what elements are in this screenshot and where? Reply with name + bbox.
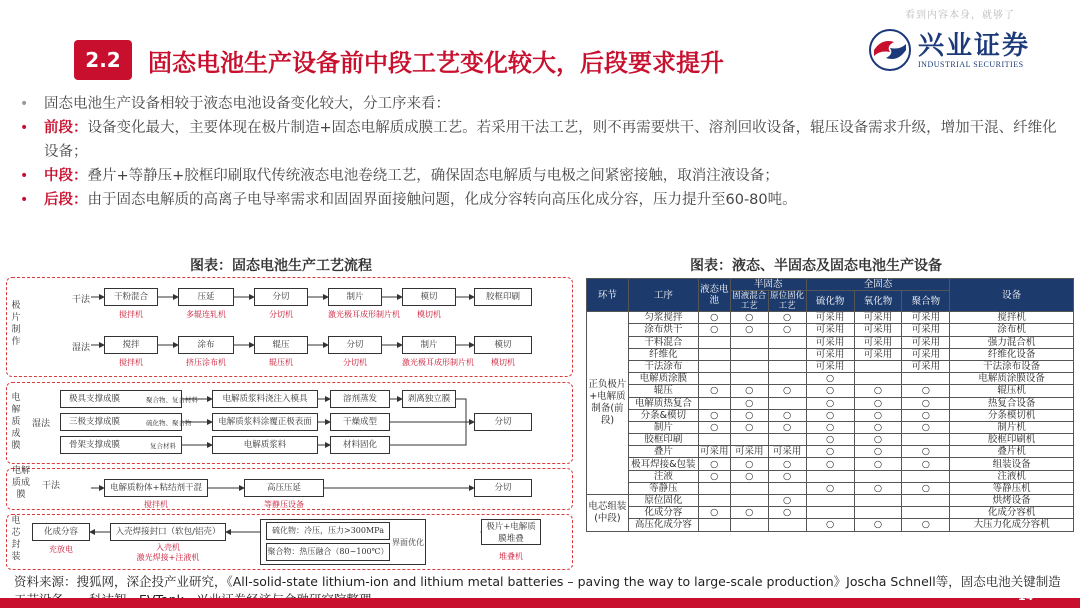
value-cell: ○ [902,385,950,397]
value-cell [854,495,902,507]
value-cell: ○ [730,312,768,324]
value-cell: ○ [854,397,902,409]
equipment-cell: 电解质涂膜设备 [950,373,1074,385]
equipment-label: 搅拌机 [119,310,143,319]
equipment-cell: 搅拌机 [950,312,1074,324]
flow-step: 电解质浆料 [212,436,318,454]
value-cell: ○ [768,470,806,482]
process-cell: 高压化成分容 [628,519,698,531]
watermark: 看到内容本身，就够了 [905,10,1015,21]
th-semi-solid: 半固态 [730,279,806,291]
flow-step: 极具支撑成膜 [60,390,182,408]
flow-step: 电解质浆料浇注入模具 [212,390,318,408]
flow-step: 材料固化 [330,436,390,454]
th-sub: 固液混合工艺 [732,291,767,312]
value-cell: 可采用 [806,348,854,360]
bullet-item: • 固态电池生产设备相较于液态电池设备变化较大，分工序来看： [16,92,1066,116]
flow-step: 搅拌 [104,336,158,354]
value-cell [698,482,730,494]
value-cell: ○ [768,507,806,519]
table-row [587,434,1074,446]
flow-step: 制片 [328,288,382,306]
value-cell: 可采用 [806,312,854,324]
flow-step: 极片+电解质膜堆叠 [481,519,541,545]
process-cell: 干料混合 [628,336,698,348]
equipment-label: 入壳机 激光焊接+注液机 [136,543,200,562]
flow-step: 干粉混合 [104,288,158,306]
equipment-label: 激光极耳成形制片机 [402,358,474,367]
value-cell: 可采用 [854,324,902,336]
flow-step: 辊压 [254,336,308,354]
s2-side-label: 电解质成膜 [11,393,21,451]
value-cell: ○ [698,312,730,324]
value-cell: ○ [902,482,950,494]
process-cell: 原位固化 [628,495,698,507]
value-cell: 可采用 [700,446,729,458]
process-cell: 化成分容 [628,507,698,519]
process-flow-diagram [6,275,573,572]
equipment-label: 激光极耳成形制片机 [328,310,400,319]
value-cell: ○ [730,324,768,336]
value-cell [902,507,950,519]
right-caption: 图表：液态、半固态及固态电池生产设备 [690,258,942,274]
company-logo [868,28,1030,72]
bullet-item: • 后段：由于固态电解质的高离子电导率需求和固固界面接触问题，化成分容转向高压化成分容，压力提升至60-80吨。 [16,188,1066,212]
material-note: 聚合物、复合材料 [146,396,198,404]
s1-wet-label: 湿法 [72,343,91,353]
flow-step: 化成分容 [32,523,90,541]
value-cell: ○ [854,482,902,494]
value-cell [854,507,902,519]
page-number: 14 [1018,590,1034,603]
table-row [587,507,1074,519]
equipment-cell: 制片机 [950,421,1074,433]
value-cell: ○ [854,434,902,446]
th-stage: 环节 [587,279,629,312]
equipment-label: 分切机 [269,310,293,319]
value-cell: ○ [730,385,768,397]
value-cell [768,482,806,494]
value-cell: 可采用 [854,312,902,324]
flow-step: 分切 [474,413,532,431]
value-cell: ○ [806,434,854,446]
flow-step: 干燥成型 [330,413,390,431]
s3-dry-label: 干法 [42,481,61,491]
table-row [587,421,1074,433]
value-cell: 可采用 [806,360,854,372]
value-cell: ○ [902,397,950,409]
value-cell: ○ [854,385,902,397]
value-cell: ○ [730,458,768,470]
value-cell: ○ [854,446,902,458]
value-cell [854,470,902,482]
value-cell [698,519,730,531]
material-note: 复合材料 [150,442,176,450]
value-cell: ○ [698,409,730,421]
equipment-label: 辊压机 [269,358,293,367]
value-cell: 可采用 [854,336,902,348]
equipment-cell: 胶框印刷机 [950,434,1074,446]
th-sub: 氧化物 [854,291,902,312]
process-cell: 匀浆搅拌 [628,312,698,324]
flow-step: 电解质粉体+粘结剂干混 [104,479,208,497]
equipment-cell: 辊压机 [950,385,1074,397]
s1-side-label: 极片制作 [11,301,21,347]
flow-step: 入壳焊接封口（软包/铝壳） [110,523,226,541]
equipment-label: 多辊连轧机 [186,310,226,319]
table-row [587,336,1074,348]
logo-mark-icon [868,28,912,72]
s1-dry-label: 干法 [72,295,91,305]
value-cell [698,360,730,372]
value-cell [698,336,730,348]
value-cell: ○ [806,385,854,397]
value-cell [730,348,768,360]
bullet-item: • 前段：设备变化最大，主要体现在极片制造+固态电解质成膜工艺。若采用干法工艺，则不再需要烘干、溶剂回收设备，辊压设备需求升级，增加干混、纤维化设备； [16,116,1066,164]
equipment-cell: 注液机 [950,470,1074,482]
flow-step: 制片 [402,336,456,354]
th-sub: 聚合物 [902,291,950,312]
equipment-cell: 干法涂布设备 [950,360,1074,372]
equipment-label: 搅拌机 [144,500,168,509]
value-cell [768,373,806,385]
value-cell: 可采用 [768,446,806,458]
table-row [587,470,1074,482]
table-row [587,348,1074,360]
bullet-item: • 中段：叠片+等静压+胶框印刷取代传统液态电池卷绕工艺，确保固态电解质与电极之间紧密接触，取消注液设备； [16,164,1066,188]
equipment-cell: 强力混合机 [950,336,1074,348]
th-liquid: 液态电池 [698,279,730,312]
table-row [587,446,1074,458]
value-cell [698,348,730,360]
equipment-label: 模切机 [491,358,515,367]
footer-bar [0,598,1080,608]
process-cell: 电解质涂膜 [628,373,698,385]
flow-step: 骨架支撑成膜 [60,436,182,454]
value-cell: ○ [730,397,768,409]
value-cell: 可采用 [854,348,902,360]
flow-step: 模切 [474,336,532,354]
equipment-label: 堆叠机 [499,552,523,561]
value-cell: ○ [806,397,854,409]
header [74,40,724,80]
flow-step: 分切 [328,336,382,354]
value-cell [730,373,768,385]
equipment-cell: 热复合设备 [950,397,1074,409]
value-cell: ○ [806,482,854,494]
table-row [587,385,1074,397]
value-cell: ○ [854,421,902,433]
s2-wet-label: 湿法 [32,419,51,429]
value-cell: ○ [806,421,854,433]
value-cell: ○ [768,421,806,433]
stage-cell: 电芯组装(中段) [587,495,629,532]
flow-step: 硫化物：冷压，压力>300MPa [266,522,390,540]
value-cell [768,336,806,348]
process-cell: 电解质热复合 [628,397,698,409]
value-cell: ○ [902,409,950,421]
flow-step: 三极支撑成膜 [60,413,182,431]
value-cell: ○ [698,458,730,470]
value-cell [854,360,902,372]
value-cell: ○ [730,470,768,482]
section-number: 2.2 [74,40,132,80]
value-cell [768,434,806,446]
value-cell: ○ [854,409,902,421]
value-cell: 可采用 [902,312,950,324]
process-cell: 叠片 [628,446,698,458]
s4-side-label: 电芯封装 [11,516,21,562]
value-cell: ○ [730,421,768,433]
value-cell [902,495,950,507]
process-cell: 辊压 [628,385,698,397]
table-row [587,324,1074,336]
value-cell [698,434,730,446]
value-cell: ○ [902,421,950,433]
value-cell: 可采用 [806,336,854,348]
table-row [587,360,1074,372]
flow-step: 电解质浆料涂覆正极表面 [212,413,318,431]
material-note: 硫化物、聚合物 [146,419,192,427]
flow-step: 剥离独立膜 [402,390,456,408]
value-cell [698,495,730,507]
value-cell [854,373,902,385]
table-row [587,482,1074,494]
value-cell [730,336,768,348]
equipment-label: 挤压涂布机 [186,358,226,367]
th-sub: 硫化物 [806,291,854,312]
process-cell: 注液 [628,470,698,482]
process-cell: 纤维化 [628,348,698,360]
s3-side-label: 电解质成膜 [11,466,30,500]
value-cell: ○ [730,409,768,421]
process-cell: 分条&模切 [628,409,698,421]
table-row [587,519,1074,531]
value-cell: ○ [768,324,806,336]
value-cell [902,434,950,446]
equipment-label: 充放电 [49,545,73,554]
logo-cn: 兴业证券 [918,30,1031,61]
source-note: 资料来源：搜狐网，深企投产业研究，《All-solid-state lithium-ion and lithium metal batteries – paving the way to large-scale production》Joscha Schnell等，固态电池关键制造 [14,574,1061,589]
flow-step: 压延 [178,288,234,306]
value-cell [768,397,806,409]
equipment-label: 等静压设备 [264,500,304,509]
stage-cell: 正负极片+电解质制备(前段) [587,312,629,495]
process-cell: 极耳焊接&包装 [628,458,698,470]
flow-step: 分切 [254,288,308,306]
table-row [587,409,1074,421]
process-cell: 涂布烘干 [628,324,698,336]
equipment-table [586,278,1074,532]
value-cell: 可采用 [902,348,950,360]
flow-step: 模切 [402,288,456,306]
th-sub: 原位固化工艺 [770,291,805,312]
value-cell [806,507,854,519]
interface-label: 界面优化 [392,538,424,547]
value-cell [730,360,768,372]
flow-step: 聚合物：热压融合（80~100℃） [266,543,390,561]
equipment-cell: 叠片机 [950,446,1074,458]
value-cell: ○ [768,409,806,421]
th-equipment: 设备 [950,279,1074,312]
bullet-list [16,92,1066,212]
value-cell: ○ [730,507,768,519]
value-cell: ○ [768,458,806,470]
value-cell: ○ [902,446,950,458]
value-cell [730,482,768,494]
value-cell: ○ [698,324,730,336]
process-cell: 等静压 [628,482,698,494]
table-row [587,458,1074,470]
equipment-cell: 烘烤设备 [950,495,1074,507]
value-cell: 可采用 [806,324,854,336]
equipment-cell: 纤维化设备 [950,348,1074,360]
flow-step: 胶框印刷 [474,288,532,306]
value-cell: ○ [806,373,854,385]
equipment-cell: 大压力化成分容机 [950,519,1074,531]
th-all-solid: 全固态 [806,279,950,291]
value-cell: ○ [902,519,950,531]
table-row [587,397,1074,409]
value-cell [902,470,950,482]
table-row [587,373,1074,385]
value-cell: ○ [806,458,854,470]
equipment-label: 模切机 [417,310,441,319]
value-cell [806,495,854,507]
flow-step: 高压压延 [244,479,324,497]
value-cell: ○ [806,519,854,531]
equipment-cell: 涂布机 [950,324,1074,336]
process-cell: 胶框印刷 [628,434,698,446]
value-cell: ○ [698,385,730,397]
value-cell: ○ [698,507,730,519]
process-cell: 干法涂布 [628,360,698,372]
value-cell: ○ [698,421,730,433]
value-cell [730,519,768,531]
equipment-cell: 等静压机 [950,482,1074,494]
logo-en: INDUSTRIAL SECURITIES [918,59,1024,69]
value-cell: 可采用 [902,324,950,336]
flow-step: 分切 [474,479,532,497]
value-cell [768,348,806,360]
value-cell: ○ [806,409,854,421]
value-cell [730,434,768,446]
equipment-label: 分切机 [343,358,367,367]
value-cell: ○ [698,470,730,482]
value-cell: 可采用 [902,360,950,372]
value-cell: 可采用 [902,336,950,348]
th-process: 工序 [628,279,698,312]
value-cell: ○ [768,385,806,397]
value-cell: ○ [806,446,854,458]
table-row [587,312,1074,324]
equipment-cell: 分条模切机 [950,409,1074,421]
value-cell [768,360,806,372]
process-cell: 制片 [628,421,698,433]
table-row [587,495,1074,507]
flow-step: 溶剂蒸发 [330,390,390,408]
equipment-cell: 化成分容机 [950,507,1074,519]
equipment-label: 搅拌机 [119,358,143,367]
value-cell [698,397,730,409]
value-cell: ○ [768,495,806,507]
page-title: 固态电池生产设备前中段工艺变化较大，后段要求提升 [148,48,724,77]
value-cell [698,373,730,385]
value-cell: ○ [854,458,902,470]
value-cell: ○ [768,312,806,324]
value-cell: 可采用 [730,446,768,458]
value-cell: ○ [902,458,950,470]
value-cell: ○ [854,519,902,531]
value-cell [806,470,854,482]
value-cell [768,519,806,531]
equipment-cell: 组装设备 [950,458,1074,470]
flow-step: 涂布 [178,336,234,354]
left-caption: 图表：固态电池生产工艺流程 [190,258,372,274]
value-cell [730,495,768,507]
value-cell [902,373,950,385]
